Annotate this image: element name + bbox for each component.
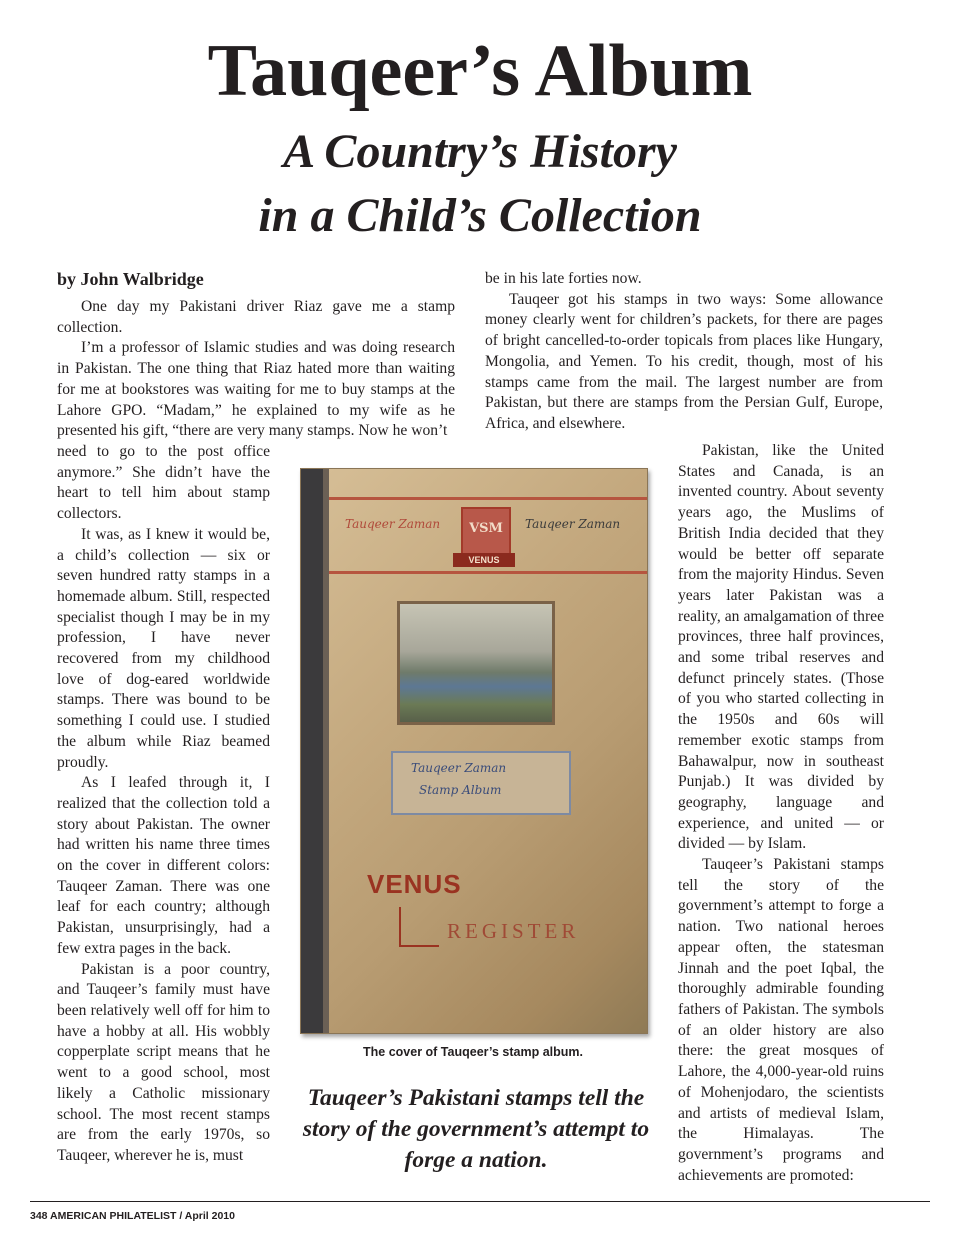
- cover-band-top: [329, 497, 647, 500]
- paragraph: It was, as I knew it would be, a child’s collection — six or seven hundred ratty stamps in a homemade album. Still, respected specialist though I may be in my profession, I have never recovered from my childhood love of dog-eared worldwide stamps. There was bound to be something I could use. I studied the album while Riaz beamed proudly.: [57, 525, 270, 771]
- paragraph: be in his late forties now.: [485, 270, 642, 287]
- paragraph: I’m a professor of Islamic studies and was doing research in Pakistan. The one thing that Riaz hated more than waiting for me at bookstores was waiting for me to buy stamps at the Lahore GPO. “Madam,” he explained to my wife as he presented his gift, “there are very many stamps. Now he won’t: [57, 339, 455, 440]
- article-subtitle-line1: A Country’s History: [283, 125, 677, 178]
- cover-label-box: [391, 751, 571, 815]
- cover-label-line1: Tauqeer Zaman: [411, 761, 507, 775]
- cover-product-text: REGISTER: [447, 919, 580, 943]
- pull-quote: Tauqeer’s Pakistani stamps tell the story of the government’s attempt to forge a nation.: [302, 1085, 650, 1173]
- cover-label-line2: Stamp Album: [419, 783, 502, 797]
- column-1-top: [57, 297, 455, 442]
- figure-caption: The cover of Tauqeer’s stamp album.: [363, 1045, 583, 1059]
- cover-brand-line-vertical: [399, 907, 401, 947]
- cover-brand-line-horizontal: [399, 945, 439, 947]
- paragraph: Tauqeer’s Pakistani stamps tell the story of the government’s attempt to forge a nation. Two national heroes appear often, the statesman Jinnah and the poet Iqbal, the thoroughly admirable founding fathers of Pakistan. The symbols of an older history are also there: the great mosques of Lahore, the 4,000-year-old ruins of Mohenjodaro, the scientists and artists of medieval Islam, the Himalayas. The government’s programs and achievements are promoted:: [678, 856, 884, 1184]
- cover-name-right: Tauqeer Zaman: [525, 517, 621, 531]
- cover-brand-text: VENUS: [367, 869, 462, 899]
- article-title: Tauqeer’s Album: [207, 30, 753, 112]
- byline: by John Walbridge: [57, 269, 204, 289]
- cover-name-left: Tauqeer Zaman: [345, 517, 441, 531]
- album-cover-photo: [300, 468, 648, 1034]
- brand-logo-banner: VENUS: [453, 553, 515, 567]
- page-footer: 348 AMERICAN PHILATELIST / April 2010: [30, 1210, 235, 1222]
- article-subtitle-line2: in a Child’s Collection: [258, 189, 702, 242]
- column-2-top: [485, 269, 883, 435]
- paragraph: As I leafed through it, I realized that the collection told a story about Pakistan. The owner had written his name three times on the cover in different colors: Tauqeer Zaman. There was one leaf for each country; although Pakistan, unsurprisingly, had a few extra pages in the back.: [57, 774, 270, 957]
- paragraph: Pakistan, like the United States and Canada, is an invented country. About seventy years ago, the Muslims of British India decided that they would be better off separate from the majority Hindus. Seven years later Pakistan was a reality, an amalgamation of three provinces, three half provinces, and some tribal reserves and defunct princely states. (Those of you who started collecting in the 1950s and 60s will remember exotic stamps from Bahawalpur, now in southeast Punjab.) It was divided by geography, language and experience, and united — or divided — by Islam.: [678, 442, 884, 853]
- cover-band-bottom: [329, 571, 647, 574]
- paragraph: Tauqeer got his stamps in two ways: Some allowance money clearly went for children’s packets, for there are pages of bright cancelled-to-order topicals from places like Hungary, Mongolia, and Yemen. To his credit, though, most of his stamps came from the mail. The largest number are from Pakistan, but there are stamps from the Persian Gulf, Europe, Africa, and elsewhere.: [485, 290, 883, 432]
- column-3: [678, 441, 884, 1186]
- column-1-bottom: [57, 442, 270, 1167]
- paragraph: need to go to the post office anymore.” She didn’t have the heart to tell him about stamp collectors.: [57, 443, 270, 523]
- paragraph: Pakistan is a poor country, and Tauqeer’s family must have been relatively well off for him to have a hobby at all. His wobbly copperplate script means that he went to a good school, most likely a Catholic missionary school. The most recent stamps are from the early 1970s, so Tauqeer, wherever he is, must: [57, 960, 270, 1164]
- album-spine: [301, 469, 323, 1033]
- footer-rule: [30, 1201, 930, 1202]
- landscape-illustration: [397, 601, 555, 725]
- paragraph: One day my Pakistani driver Riaz gave me a stamp collection.: [57, 298, 455, 336]
- brand-logo: VSM: [461, 507, 511, 555]
